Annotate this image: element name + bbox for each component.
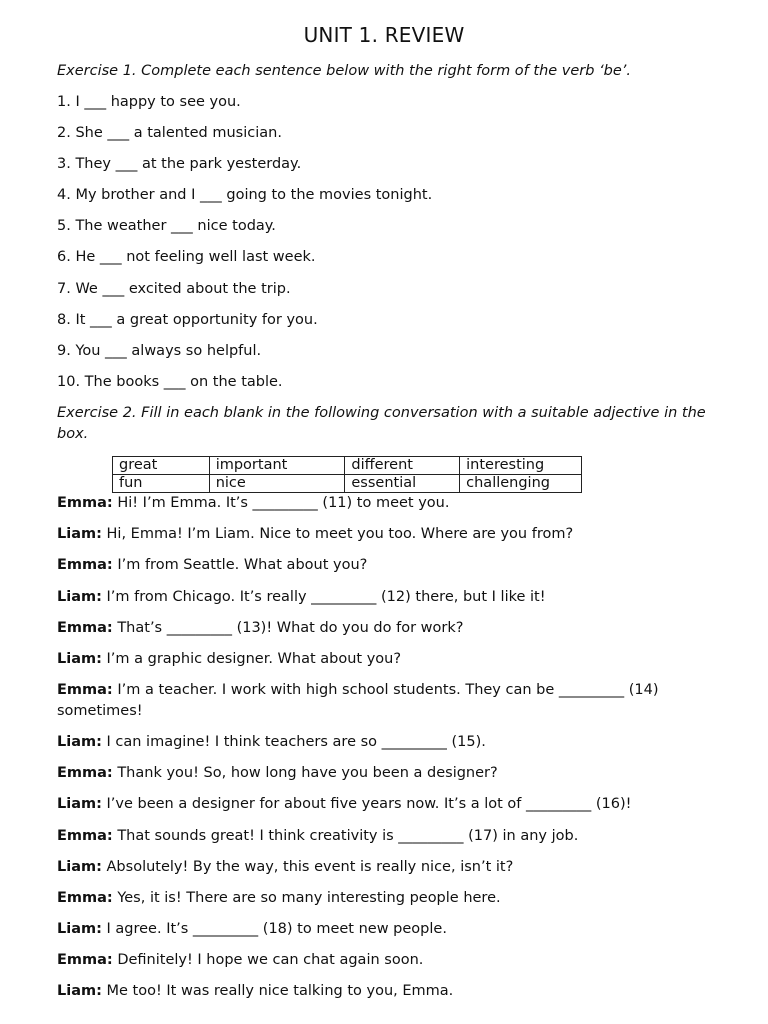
- speaker-name: Liam:: [57, 589, 102, 605]
- dialogue-text: I can imagine! I think teachers are so _________ (15).: [101, 734, 486, 750]
- dialogue-line: [57, 794, 722, 815]
- exercise1-item: 8. It ___ a great opportunity for you.: [57, 312, 318, 328]
- word-box-cell: interesting: [460, 457, 582, 475]
- dialogue-text: I’m a graphic designer. What about you?: [101, 651, 402, 667]
- speaker-name: Emma:: [57, 495, 113, 511]
- dialogue-text: Yes, it is! There are so many interesting people here.: [112, 890, 501, 906]
- exercise1-item: 7. We ___ excited about the trip.: [57, 281, 291, 297]
- speaker-name: Emma:: [57, 765, 113, 781]
- exercise1-item: 3. They ___ at the park yesterday.: [57, 156, 302, 172]
- dialogue-line: [57, 950, 722, 971]
- word-box: [112, 456, 582, 493]
- exercise1-item: 2. She ___ a talented musician.: [57, 125, 282, 141]
- exercise1-item: 6. He ___ not feeling well last week.: [57, 249, 316, 265]
- dialogue-text: That sounds great! I think creativity is _________ (17) in any job.: [112, 828, 579, 844]
- dialogue-line: [57, 555, 722, 576]
- word-box-cell: nice: [209, 475, 345, 493]
- dialogue-line: [57, 587, 722, 608]
- dialogue-text: Hi! I’m Emma. It’s _________ (11) to meet you.: [112, 495, 450, 511]
- dialogue-line: [57, 981, 722, 1002]
- word-box-cell: essential: [345, 475, 460, 493]
- dialogue-line: [57, 763, 722, 784]
- word-box-cell: great: [113, 457, 210, 475]
- word-box-cell: fun: [113, 475, 210, 493]
- dialogue-text: Thank you! So, how long have you been a designer?: [112, 765, 498, 781]
- dialogue-text: I’m a teacher. I work with high school students. They can be _________ (14) sometimes!: [57, 682, 659, 719]
- dialogue-line: [57, 826, 722, 847]
- exercise2-instruction: Exercise 2. Fill in each blank in the following conversation with a suitable adjective in the box.: [57, 405, 706, 442]
- dialogue-line: [57, 732, 722, 753]
- dialogue-line: [57, 888, 722, 909]
- page-title: UNIT 1. REVIEW: [303, 23, 465, 47]
- speaker-name: Liam:: [57, 796, 102, 812]
- word-box-row: [113, 475, 582, 493]
- word-box-cell: important: [209, 457, 345, 475]
- dialogue-text: Hi, Emma! I’m Liam. Nice to meet you too. Where are you from?: [101, 526, 574, 542]
- dialogue-text: Absolutely! By the way, this event is really nice, isn’t it?: [101, 859, 514, 875]
- dialogue-text: I’m from Chicago. It’s really _________ (12) there, but I like it!: [101, 589, 546, 605]
- dialogue-line: [57, 493, 722, 514]
- speaker-name: Liam:: [57, 526, 102, 542]
- speaker-name: Emma:: [57, 620, 113, 636]
- dialogue-text: Definitely! I hope we can chat again soon.: [112, 952, 424, 968]
- exercise1-instruction: Exercise 1. Complete each sentence below with the right form of the verb ‘be’.: [57, 63, 632, 79]
- dialogue-text: I’m from Seattle. What about you?: [112, 557, 368, 573]
- speaker-name: Emma:: [57, 952, 113, 968]
- dialogue-line: [57, 857, 722, 878]
- speaker-name: Emma:: [57, 557, 113, 573]
- dialogue-text: I agree. It’s _________ (18) to meet new people.: [101, 921, 447, 937]
- dialogue-line: [57, 649, 722, 670]
- speaker-name: Emma:: [57, 682, 113, 698]
- speaker-name: Liam:: [57, 734, 102, 750]
- speaker-name: Liam:: [57, 921, 102, 937]
- speaker-name: Liam:: [57, 983, 102, 999]
- dialogue-line: [57, 919, 722, 940]
- exercise1-item: 9. You ___ always so helpful.: [57, 343, 262, 359]
- dialogue-line: [57, 680, 722, 722]
- exercise1-item: 1. I ___ happy to see you.: [57, 94, 241, 110]
- dialogue-line: [57, 618, 722, 639]
- exercise1-item: 4. My brother and I ___ going to the movies tonight.: [57, 187, 433, 203]
- exercise1-item: 5. The weather ___ nice today.: [57, 218, 276, 234]
- dialogue-text: I’ve been a designer for about five years now. It’s a lot of _________ (16)!: [101, 796, 632, 812]
- word-box-cell: different: [345, 457, 460, 475]
- dialogue-text: Me too! It was really nice talking to you, Emma.: [101, 983, 454, 999]
- dialogue-line: [57, 524, 722, 545]
- exercise1-item: 10. The books ___ on the table.: [57, 374, 283, 390]
- speaker-name: Emma:: [57, 890, 113, 906]
- word-box-row: [113, 457, 582, 475]
- word-box-cell: challenging: [460, 475, 582, 493]
- dialogue-text: That’s _________ (13)! What do you do for work?: [112, 620, 464, 636]
- speaker-name: Liam:: [57, 859, 102, 875]
- speaker-name: Emma:: [57, 828, 113, 844]
- speaker-name: Liam:: [57, 651, 102, 667]
